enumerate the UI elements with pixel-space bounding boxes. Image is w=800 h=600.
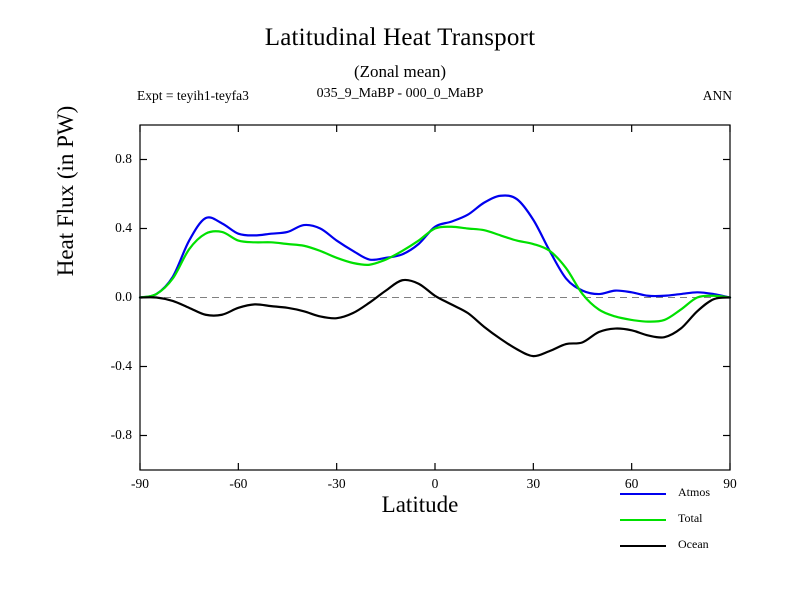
x-tick-label: -90 [131, 476, 149, 491]
x-tick-label: -60 [229, 476, 248, 491]
x-axis-label: Latitude [381, 492, 459, 517]
y-axis-label: Heat Flux (in PW) [53, 105, 78, 277]
series-line-atmos [140, 195, 730, 297]
series-line-total [140, 227, 730, 322]
x-tick-label: 60 [624, 476, 639, 491]
x-tick-label: -30 [327, 476, 346, 491]
x-tick-label: 0 [431, 476, 439, 491]
legend-label: Total [678, 511, 703, 525]
series-line-ocean [140, 280, 730, 356]
chart-subtitle: (Zonal mean) [353, 62, 447, 81]
legend-swatch-icon [620, 519, 666, 521]
legend-item [620, 534, 790, 560]
legend-label: Atmos [678, 485, 711, 499]
legend-label: Ocean [678, 537, 709, 551]
chart-legend [620, 482, 790, 560]
chart-title: Latitudinal Heat Transport [264, 24, 536, 51]
y-tick-label: -0.8 [110, 426, 132, 442]
y-tick-label: 0.4 [115, 219, 132, 235]
x-tick-label: 30 [526, 476, 541, 491]
run-comparison-label: 035_9_MaBP - 000_0_MaBP [316, 86, 484, 101]
legend-swatch-icon [620, 493, 666, 495]
legend-item [620, 482, 790, 508]
legend-item [620, 508, 790, 534]
legend-swatch-icon [620, 545, 666, 547]
y-tick-label: -0.4 [110, 357, 132, 373]
x-tick-label: 90 [723, 476, 737, 491]
y-tick-label: 0.0 [115, 288, 132, 304]
data-series-group [140, 195, 730, 356]
experiment-label: Expt = teyih1-teyfa3 [137, 88, 249, 103]
y-tick-label: 0.8 [115, 150, 132, 166]
season-label: ANN [702, 88, 732, 103]
